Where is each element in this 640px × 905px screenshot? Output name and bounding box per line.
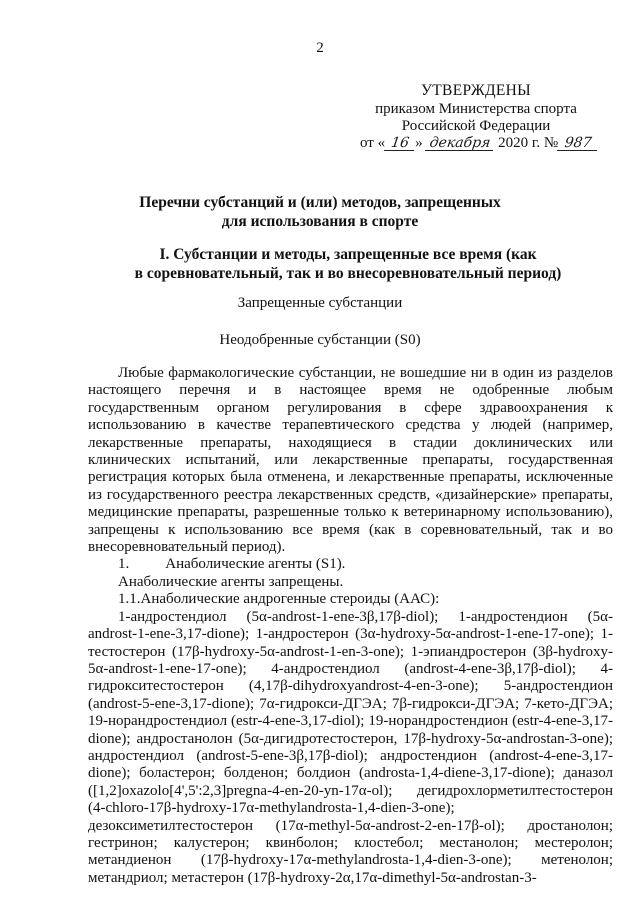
- list-number: 1.: [118, 556, 130, 573]
- approval-heading: УТВЕРЖДЕНЫ: [421, 82, 531, 99]
- paragraph-aas-list: 1-андростендиол (5α-androst-1-ene-3β,17β-diol); 1-андростендион (5α-androst-1-ene-3,17-dione); 1-андростерон (3α-hydroxy-5α-androst-1-ene-17-one); 1-тестостерон (17β-hydroxy-5α-androst-1-en-3-one); 1-эпиандростерон (3β-hydroxy-5α-androst-1-ene-17-one); 4-андростендиол (androst-4-ene-3β,17β-diol); 4-гидрокситестостерон (4,17β-dihydroxyandrost-4-en-3-one); 5-андростендион (androst-5-ene-3,17-dione); 7α-гидрокси-ДГЭА; 7β-гидрокси-ДГЭА; 7-кето-ДГЭА; 19-норандростендиол (estr-4-ene-3,17-diol); 19-норандростендион (estr-4-ene-3,17-dione); андростанолон (5α-дигидротестостерон, 17β-hydroxy-5α-androstan-3-one); андростендиол (androst-5-ene-3β,17β-diol); андростендион (androst-4-ene-3,17-dione); боластерон; болденон; болдион (androsta-1,4-diene-3,17-dione); даназол ([1,2]oxazolo[4',5':2,3]pregna-4-en-20-yn-17α-ol); дегидрохлорметилтестостерон (4-chloro-17β-hydroxy-17α-methylandrosta-1,4-dien-3-one); дезоксиметилтестостерон (17α-methyl-5α-androst-2-en-17β-ol); дростанолон; гестринон; калустерон; квинболон; клостебол; местанолон; местеролон; метандиенон (17β-hydroxy-17α-methylandrosta-1,4-dien-3-one); метенолон; метандриол; метастерон (17β-hydroxy-2α,17α-dimethyl-5α-androstan-3-: [88, 608, 613, 886]
- section-title-line-1: I. Субстанции и методы, запрещенные все время (как: [159, 246, 537, 263]
- approval-line-ministry: приказом Министерства спорта: [375, 101, 577, 117]
- body-text: [88, 365, 613, 887]
- document-title-line-1: Перечни субстанций и (или) методов, запрещенных: [139, 194, 501, 211]
- handwritten-order-number: 987: [557, 136, 599, 151]
- paragraph-aas-heading: 1.1.Анаболические андрогенные стероиды (ААС):: [118, 591, 440, 608]
- handwritten-month: декабря: [425, 136, 495, 151]
- approval-block: [360, 82, 592, 152]
- paragraph-anabolic-agents-heading: [88, 556, 613, 573]
- handwritten-day: 16: [384, 136, 416, 151]
- list-item-text: Анаболические агенты (S1).: [165, 556, 346, 573]
- page-number: 2: [316, 40, 324, 56]
- document-title: [0, 193, 640, 231]
- document-title-line-2: для использования в спорте: [221, 213, 419, 230]
- subheading-non-approved-substances: Неодобренные субстанции (S0): [219, 332, 421, 348]
- paragraph-anabolic-prohibited: Анаболические агенты запрещены.: [118, 573, 344, 590]
- subheading-prohibited-substances: Запрещенные субстанции: [237, 295, 403, 311]
- approval-line-federation: Российской Федерации: [401, 118, 551, 134]
- section-title-line-2: в соревновательный, так и во внесоревновательный период): [134, 265, 562, 282]
- paragraph-non-approved: Любые фармакологические субстанции, не вошедшие ни в один из разделов настоящего перечня и в настоящее время не одобренные любым государственным органом регулирования в сфере здравоохранения к использованию в качестве терапевтического средства у людей (например, лекарственные препараты, находящиеся в стадии доклинических или клинических испытаний, или лекарственные препараты, государственная регистрация которых была отменена, и лекарственные препараты, исключенные из государственного реестра лекарственных средств, «дизайнерские» препараты, медицинские препараты, разрешенные только к ветеринарному использованию), запрещены к использованию все время (как в соревновательный, так и во внесоревновательный период).: [88, 365, 613, 556]
- date-year-number-label: 2020 г. №: [498, 135, 559, 151]
- date-quote-close: »: [415, 135, 423, 151]
- date-prefix: от «: [360, 135, 386, 151]
- approval-date-line: [360, 135, 592, 152]
- section-title: [98, 245, 598, 283]
